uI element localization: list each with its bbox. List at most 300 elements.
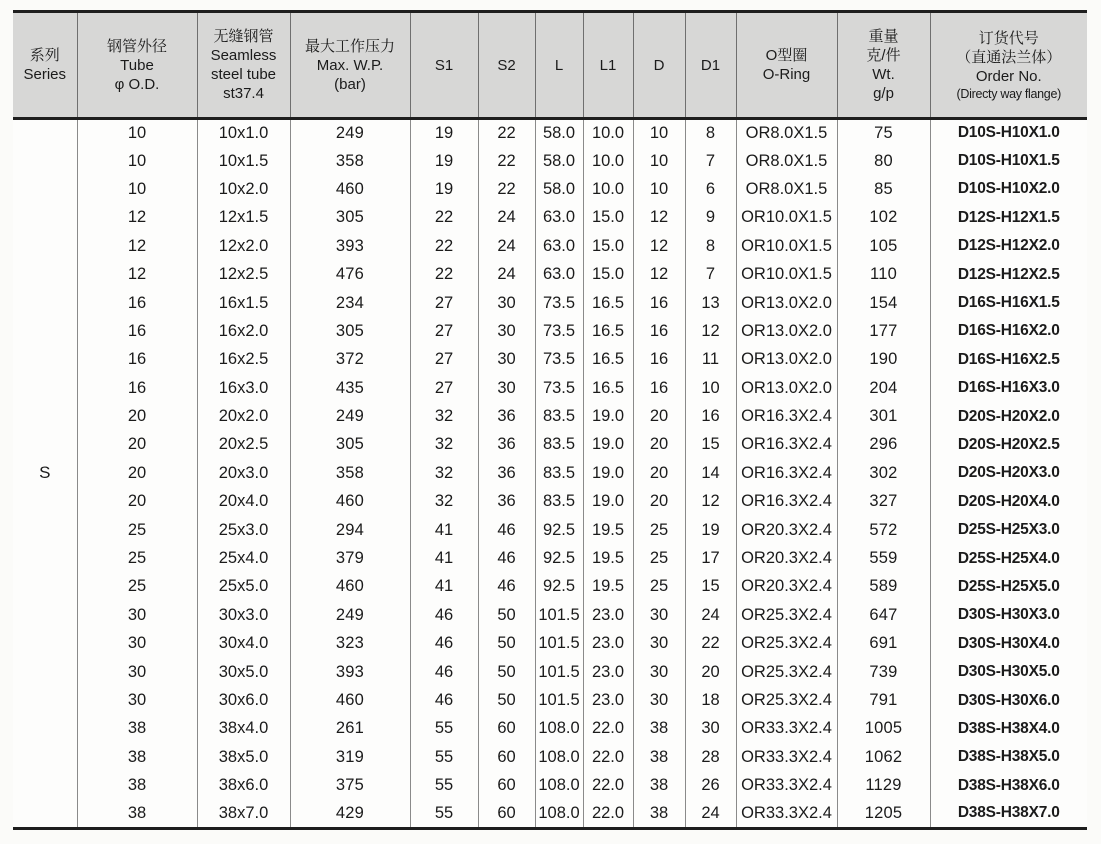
cell-d: 16	[633, 346, 685, 374]
table-row	[13, 147, 1087, 175]
cell-d1: 10	[685, 374, 736, 402]
cell-seamless_tube: 38x7.0	[197, 800, 290, 828]
cell-s1: 41	[410, 573, 478, 601]
cell-o_ring: OR8.0X1.5	[736, 175, 837, 203]
cell-l: 101.5	[535, 658, 583, 686]
cell-l1: 19.0	[583, 488, 633, 516]
cell-weight: 559	[837, 544, 930, 572]
cell-d: 38	[633, 715, 685, 743]
cell-tube_od: 20	[77, 402, 197, 430]
cell-d: 38	[633, 771, 685, 799]
table-row	[13, 346, 1087, 374]
cell-weight: 177	[837, 317, 930, 345]
cell-d: 16	[633, 374, 685, 402]
cell-s2: 36	[478, 488, 535, 516]
cell-weight: 154	[837, 289, 930, 317]
cell-o_ring: OR16.3X2.4	[736, 431, 837, 459]
header-cell-series	[13, 12, 77, 119]
cell-l1: 22.0	[583, 743, 633, 771]
cell-s1: 46	[410, 686, 478, 714]
cell-s1: 55	[410, 771, 478, 799]
cell-s2: 36	[478, 459, 535, 487]
cell-l1: 22.0	[583, 715, 633, 743]
header-line: 无缝钢管	[213, 28, 274, 45]
header-line: 重量	[868, 28, 899, 45]
header-line: 订货代号	[978, 29, 1039, 47]
cell-s1: 19	[410, 175, 478, 203]
cell-tube_od: 30	[77, 601, 197, 629]
cell-weight: 791	[837, 686, 930, 714]
cell-l: 101.5	[535, 686, 583, 714]
cell-max_wp: 358	[290, 459, 410, 487]
cell-seamless_tube: 30x5.0	[197, 658, 290, 686]
cell-d1: 16	[685, 402, 736, 430]
cell-s1: 55	[410, 800, 478, 828]
cell-max_wp: 323	[290, 630, 410, 658]
cell-order_no: D30S-H30X4.0	[930, 630, 1087, 658]
cell-s2: 50	[478, 601, 535, 629]
cell-l1: 10.0	[583, 175, 633, 203]
cell-tube_od: 38	[77, 771, 197, 799]
cell-d1: 6	[685, 175, 736, 203]
cell-weight: 85	[837, 175, 930, 203]
cell-order_no: D16S-H16X1.5	[930, 289, 1087, 317]
cell-l: 101.5	[535, 630, 583, 658]
table-row	[13, 630, 1087, 658]
cell-d: 10	[633, 119, 685, 147]
cell-tube_od: 38	[77, 743, 197, 771]
cell-d1: 24	[685, 601, 736, 629]
header-line: 钢管外径	[106, 37, 167, 55]
cell-s1: 32	[410, 459, 478, 487]
cell-s2: 36	[478, 431, 535, 459]
cell-seamless_tube: 38x6.0	[197, 771, 290, 799]
cell-seamless_tube: 38x5.0	[197, 743, 290, 771]
cell-d: 30	[633, 630, 685, 658]
header-line: Wt.	[872, 66, 895, 83]
cell-s2: 24	[478, 232, 535, 260]
table-row	[13, 119, 1087, 147]
cell-l1: 19.5	[583, 573, 633, 601]
cell-s1: 55	[410, 743, 478, 771]
cell-tube_od: 16	[77, 346, 197, 374]
cell-l: 83.5	[535, 402, 583, 430]
cell-seamless_tube: 20x3.0	[197, 459, 290, 487]
cell-tube_od: 16	[77, 317, 197, 345]
table-row	[13, 402, 1087, 430]
cell-s1: 22	[410, 204, 478, 232]
cell-weight: 105	[837, 232, 930, 260]
cell-s2: 50	[478, 658, 535, 686]
cell-l1: 16.5	[583, 289, 633, 317]
cell-s2: 46	[478, 544, 535, 572]
cell-tube_od: 12	[77, 260, 197, 288]
cell-tube_od: 38	[77, 800, 197, 828]
cell-d: 30	[633, 686, 685, 714]
cell-seamless_tube: 10x1.5	[197, 147, 290, 175]
cell-order_no: D20S-H20X2.0	[930, 402, 1087, 430]
cell-s1: 22	[410, 232, 478, 260]
cell-o_ring: OR10.0X1.5	[736, 260, 837, 288]
cell-o_ring: OR25.3X2.4	[736, 630, 837, 658]
header-line: st37.4	[223, 85, 264, 102]
cell-series: S	[13, 119, 77, 829]
cell-order_no: D38S-H38X5.0	[930, 743, 1087, 771]
cell-order_no: D12S-H12X2.0	[930, 232, 1087, 260]
cell-max_wp: 358	[290, 147, 410, 175]
cell-order_no: D12S-H12X2.5	[930, 260, 1087, 288]
cell-order_no: D10S-H10X1.5	[930, 147, 1087, 175]
cell-l: 58.0	[535, 147, 583, 175]
cell-d: 25	[633, 573, 685, 601]
cell-tube_od: 25	[77, 544, 197, 572]
cell-l: 108.0	[535, 743, 583, 771]
cell-l1: 15.0	[583, 204, 633, 232]
cell-l: 58.0	[535, 119, 583, 147]
cell-s1: 32	[410, 402, 478, 430]
cell-d1: 17	[685, 544, 736, 572]
cell-max_wp: 305	[290, 317, 410, 345]
cell-s2: 46	[478, 573, 535, 601]
cell-d: 20	[633, 488, 685, 516]
cell-s2: 30	[478, 289, 535, 317]
cell-l: 73.5	[535, 289, 583, 317]
table-row	[13, 658, 1087, 686]
cell-order_no: D10S-H10X1.0	[930, 119, 1087, 147]
cell-d: 16	[633, 317, 685, 345]
cell-s1: 27	[410, 374, 478, 402]
cell-d1: 14	[685, 459, 736, 487]
cell-s2: 22	[478, 119, 535, 147]
cell-s2: 30	[478, 317, 535, 345]
cell-weight: 691	[837, 630, 930, 658]
cell-d1: 11	[685, 346, 736, 374]
cell-s2: 24	[478, 204, 535, 232]
cell-l1: 19.5	[583, 516, 633, 544]
cell-seamless_tube: 20x2.5	[197, 431, 290, 459]
cell-seamless_tube: 25x3.0	[197, 516, 290, 544]
cell-tube_od: 30	[77, 658, 197, 686]
cell-max_wp: 249	[290, 402, 410, 430]
header-line: （直通法兰体）	[956, 48, 1062, 66]
cell-order_no: D25S-H25X4.0	[930, 544, 1087, 572]
header-line: g/p	[873, 85, 894, 102]
header-cell-seamless_tube	[197, 12, 290, 119]
header-line: O型圈	[765, 47, 808, 64]
cell-s2: 50	[478, 686, 535, 714]
cell-o_ring: OR20.3X2.4	[736, 573, 837, 601]
cell-l1: 19.0	[583, 431, 633, 459]
cell-l1: 19.0	[583, 402, 633, 430]
table-row	[13, 573, 1087, 601]
cell-o_ring: OR20.3X2.4	[736, 516, 837, 544]
cell-l: 108.0	[535, 800, 583, 828]
cell-l1: 16.5	[583, 346, 633, 374]
header-cell-d	[633, 12, 685, 119]
cell-order_no: D38S-H38X6.0	[930, 771, 1087, 799]
cell-tube_od: 16	[77, 374, 197, 402]
cell-o_ring: OR16.3X2.4	[736, 488, 837, 516]
cell-max_wp: 460	[290, 488, 410, 516]
cell-l1: 22.0	[583, 771, 633, 799]
header-line: O-Ring	[762, 66, 811, 83]
cell-weight: 80	[837, 147, 930, 175]
cell-s2: 22	[478, 175, 535, 203]
cell-d: 38	[633, 800, 685, 828]
cell-max_wp: 460	[290, 175, 410, 203]
cell-weight: 296	[837, 431, 930, 459]
header-line: (Directy way flange)	[956, 86, 1061, 101]
cell-d: 20	[633, 431, 685, 459]
header-cell-order_no	[930, 12, 1087, 119]
header-cell-s1	[410, 12, 478, 119]
cell-s1: 27	[410, 289, 478, 317]
cell-order_no: D25S-H25X3.0	[930, 516, 1087, 544]
cell-seamless_tube: 30x4.0	[197, 630, 290, 658]
cell-order_no: D20S-H20X3.0	[930, 459, 1087, 487]
cell-o_ring: OR8.0X1.5	[736, 147, 837, 175]
cell-l1: 23.0	[583, 601, 633, 629]
table-row	[13, 544, 1087, 572]
header-line: Series	[23, 66, 67, 83]
header-cell-s2	[478, 12, 535, 119]
cell-o_ring: OR33.3X2.4	[736, 771, 837, 799]
table-row	[13, 686, 1087, 714]
table-row	[13, 317, 1087, 345]
cell-l1: 16.5	[583, 374, 633, 402]
cell-max_wp: 460	[290, 573, 410, 601]
cell-o_ring: OR13.0X2.0	[736, 289, 837, 317]
cell-tube_od: 38	[77, 715, 197, 743]
cell-seamless_tube: 16x2.0	[197, 317, 290, 345]
table-row	[13, 289, 1087, 317]
cell-d: 12	[633, 204, 685, 232]
cell-s1: 27	[410, 317, 478, 345]
cell-d: 10	[633, 175, 685, 203]
cell-order_no: D38S-H38X7.0	[930, 800, 1087, 828]
cell-s1: 55	[410, 715, 478, 743]
cell-l1: 19.5	[583, 544, 633, 572]
header-cell-l	[535, 12, 583, 119]
cell-seamless_tube: 20x4.0	[197, 488, 290, 516]
cell-l: 63.0	[535, 204, 583, 232]
cell-max_wp: 305	[290, 204, 410, 232]
cell-weight: 204	[837, 374, 930, 402]
cell-weight: 1129	[837, 771, 930, 799]
header-line: S2	[497, 56, 516, 74]
cell-s2: 36	[478, 402, 535, 430]
header-cell-max_wp	[290, 12, 410, 119]
header-line: Order No.	[975, 67, 1042, 85]
cell-s1: 27	[410, 346, 478, 374]
header-line: 系列	[29, 47, 60, 64]
cell-order_no: D20S-H20X2.5	[930, 431, 1087, 459]
cell-l: 63.0	[535, 232, 583, 260]
table-row	[13, 232, 1087, 260]
cell-order_no: D30S-H30X6.0	[930, 686, 1087, 714]
cell-d1: 12	[685, 317, 736, 345]
cell-o_ring: OR16.3X2.4	[736, 459, 837, 487]
cell-order_no: D12S-H12X1.5	[930, 204, 1087, 232]
cell-max_wp: 460	[290, 686, 410, 714]
table-row	[13, 715, 1087, 743]
cell-max_wp: 319	[290, 743, 410, 771]
cell-l: 108.0	[535, 715, 583, 743]
cell-o_ring: OR33.3X2.4	[736, 715, 837, 743]
cell-d1: 30	[685, 715, 736, 743]
cell-seamless_tube: 10x2.0	[197, 175, 290, 203]
cell-order_no: D25S-H25X5.0	[930, 573, 1087, 601]
header-line: Max. W.P.	[316, 56, 384, 74]
cell-d1: 8	[685, 232, 736, 260]
cell-d1: 12	[685, 488, 736, 516]
cell-max_wp: 261	[290, 715, 410, 743]
cell-seamless_tube: 38x4.0	[197, 715, 290, 743]
cell-d1: 15	[685, 573, 736, 601]
cell-l: 101.5	[535, 601, 583, 629]
cell-l: 73.5	[535, 317, 583, 345]
cell-order_no: D30S-H30X5.0	[930, 658, 1087, 686]
cell-d: 20	[633, 402, 685, 430]
cell-o_ring: OR13.0X2.0	[736, 346, 837, 374]
cell-seamless_tube: 16x3.0	[197, 374, 290, 402]
cell-s1: 46	[410, 630, 478, 658]
cell-l1: 19.0	[583, 459, 633, 487]
cell-tube_od: 16	[77, 289, 197, 317]
cell-d1: 8	[685, 119, 736, 147]
cell-s2: 24	[478, 260, 535, 288]
cell-s1: 22	[410, 260, 478, 288]
cell-s2: 30	[478, 374, 535, 402]
cell-d1: 7	[685, 147, 736, 175]
cell-d: 25	[633, 516, 685, 544]
cell-l: 73.5	[535, 374, 583, 402]
cell-s2: 60	[478, 715, 535, 743]
cell-l1: 16.5	[583, 317, 633, 345]
cell-seamless_tube: 30x3.0	[197, 601, 290, 629]
cell-weight: 739	[837, 658, 930, 686]
cell-l: 108.0	[535, 771, 583, 799]
cell-s2: 60	[478, 743, 535, 771]
cell-s1: 19	[410, 147, 478, 175]
cell-s1: 32	[410, 431, 478, 459]
cell-seamless_tube: 12x2.5	[197, 260, 290, 288]
table-header	[13, 12, 1087, 119]
cell-d: 38	[633, 743, 685, 771]
cell-s1: 19	[410, 119, 478, 147]
cell-d: 25	[633, 544, 685, 572]
cell-l: 92.5	[535, 516, 583, 544]
cell-weight: 1005	[837, 715, 930, 743]
header-line: Seamless	[210, 47, 277, 64]
cell-s1: 41	[410, 544, 478, 572]
cell-seamless_tube: 20x2.0	[197, 402, 290, 430]
cell-max_wp: 393	[290, 658, 410, 686]
cell-order_no: D16S-H16X3.0	[930, 374, 1087, 402]
header-line: S1	[434, 56, 454, 74]
cell-o_ring: OR20.3X2.4	[736, 544, 837, 572]
header-line: L	[554, 56, 564, 74]
cell-weight: 1062	[837, 743, 930, 771]
cell-o_ring: OR25.3X2.4	[736, 601, 837, 629]
header-line: 最大工作压力	[304, 37, 395, 55]
header-line: φ O.D.	[114, 75, 160, 93]
cell-weight: 75	[837, 119, 930, 147]
cell-tube_od: 20	[77, 488, 197, 516]
cell-d: 12	[633, 232, 685, 260]
cell-l1: 23.0	[583, 686, 633, 714]
cell-s2: 60	[478, 800, 535, 828]
cell-o_ring: OR8.0X1.5	[736, 119, 837, 147]
table-row	[13, 175, 1087, 203]
cell-max_wp: 476	[290, 260, 410, 288]
cell-l1: 15.0	[583, 232, 633, 260]
cell-tube_od: 25	[77, 516, 197, 544]
cell-s1: 32	[410, 488, 478, 516]
header-cell-weight	[837, 12, 930, 119]
cell-tube_od: 20	[77, 431, 197, 459]
cell-o_ring: OR10.0X1.5	[736, 204, 837, 232]
cell-d: 16	[633, 289, 685, 317]
cell-weight: 327	[837, 488, 930, 516]
table-body	[13, 119, 1087, 829]
cell-seamless_tube: 16x2.5	[197, 346, 290, 374]
header-cell-l1	[583, 12, 633, 119]
cell-tube_od: 20	[77, 459, 197, 487]
cell-seamless_tube: 12x1.5	[197, 204, 290, 232]
cell-o_ring: OR13.0X2.0	[736, 317, 837, 345]
cell-d1: 24	[685, 800, 736, 828]
cell-tube_od: 12	[77, 232, 197, 260]
table-row	[13, 459, 1087, 487]
cell-d1: 19	[685, 516, 736, 544]
cell-weight: 110	[837, 260, 930, 288]
cell-weight: 301	[837, 402, 930, 430]
cell-seamless_tube: 30x6.0	[197, 686, 290, 714]
cell-s2: 30	[478, 346, 535, 374]
cell-s2: 50	[478, 630, 535, 658]
cell-order_no: D16S-H16X2.5	[930, 346, 1087, 374]
cell-max_wp: 305	[290, 431, 410, 459]
cell-o_ring: OR33.3X2.4	[736, 800, 837, 828]
cell-s2: 46	[478, 516, 535, 544]
cell-max_wp: 372	[290, 346, 410, 374]
header-cell-d1	[685, 12, 736, 119]
header-cell-o_ring	[736, 12, 837, 119]
cell-d1: 22	[685, 630, 736, 658]
cell-tube_od: 10	[77, 119, 197, 147]
header-line: (bar)	[334, 75, 366, 93]
header-line: 克/件	[866, 47, 901, 64]
table-row	[13, 204, 1087, 232]
cell-o_ring: OR16.3X2.4	[736, 402, 837, 430]
cell-o_ring: OR13.0X2.0	[736, 374, 837, 402]
cell-tube_od: 30	[77, 630, 197, 658]
cell-order_no: D38S-H38X4.0	[930, 715, 1087, 743]
cell-s2: 22	[478, 147, 535, 175]
header-line: D1	[700, 56, 721, 74]
cell-max_wp: 429	[290, 800, 410, 828]
header-line: D	[653, 56, 665, 74]
cell-tube_od: 25	[77, 573, 197, 601]
cell-d1: 26	[685, 771, 736, 799]
cell-weight: 102	[837, 204, 930, 232]
cell-l: 83.5	[535, 431, 583, 459]
cell-weight: 572	[837, 516, 930, 544]
cell-l1: 23.0	[583, 630, 633, 658]
cell-d: 10	[633, 147, 685, 175]
header-line: Tube	[120, 56, 154, 74]
